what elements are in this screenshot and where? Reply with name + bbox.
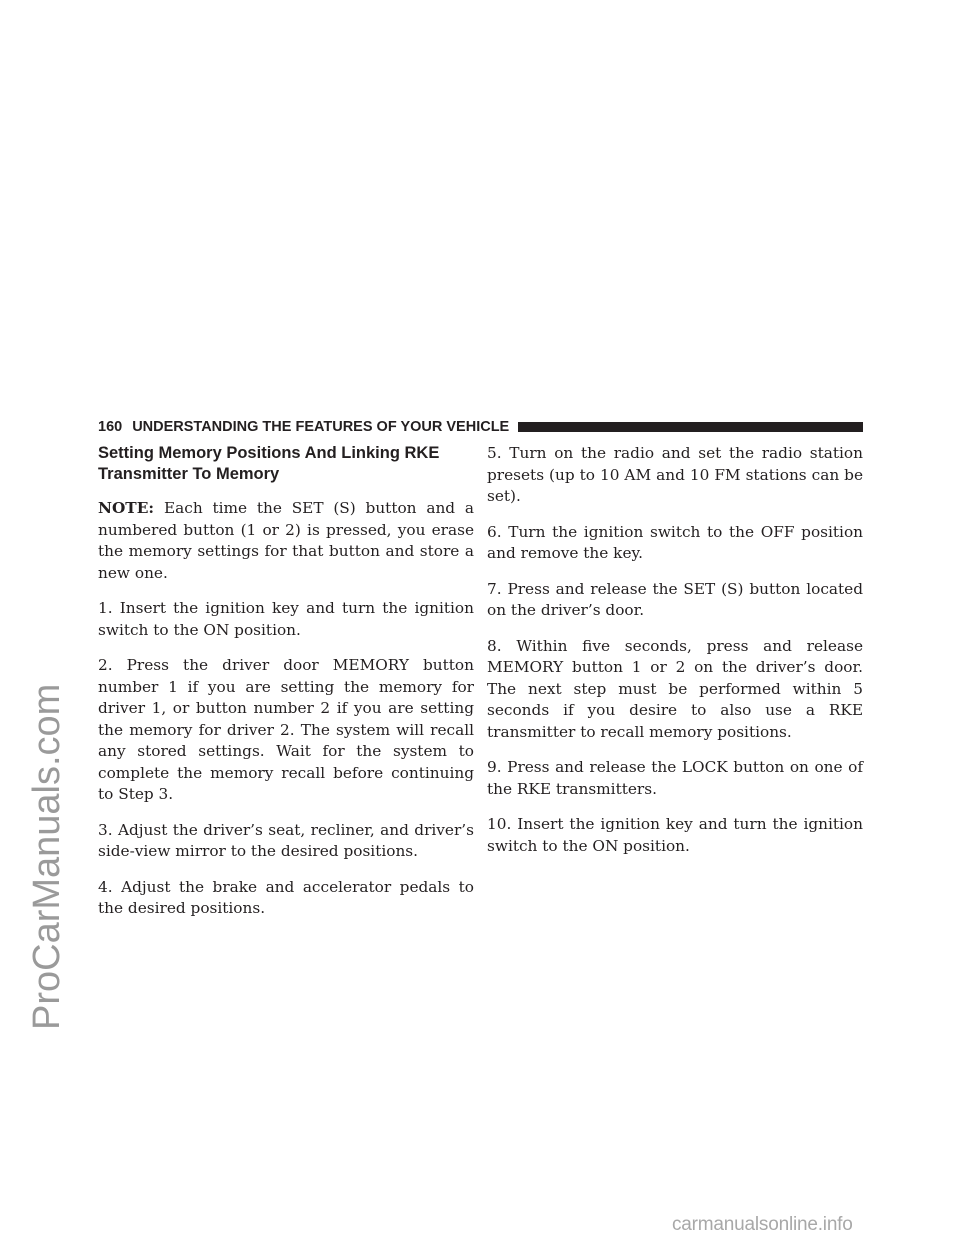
step-8: 8. Within five seconds, press and release MEMORY button 1 or 2 on the driver’s door. The next step must be performed within 5 seconds if you desire to also use a RKE transmitter to recall memory positions. [487,636,863,741]
note-label: NOTE: [98,499,154,517]
step-7: 7. Press and release the SET (S) button located on the driver’s door. [487,579,863,619]
header-rule [518,422,863,432]
step-6: 6. Turn the ignition switch to the OFF position and remove the key. [487,522,863,562]
right-column [487,443,863,871]
section-title: UNDERSTANDING THE FEATURES OF YOUR VEHICLE [132,419,510,435]
left-column [98,443,474,934]
step-1: 1. Insert the ignition key and turn the ignition switch to the ON position. [98,599,474,639]
step-4: 4. Adjust the brake and accelerator pedals to the desired positions. [98,877,474,917]
step-10: 10. Insert the ignition key and turn the ignition switch to the ON position. [487,815,863,855]
side-watermark: ProCarManuals.com [26,683,68,1030]
page-header [98,417,863,437]
step-3: 3. Adjust the driver’s seat, recliner, and driver’s side-view mirror to the desired positions. [98,820,474,860]
heading-line-1: Setting Memory Positions And Linking RKE [98,444,440,462]
step-5: 5. Turn on the radio and set the radio station presets (up to 10 AM and 10 FM stations can be set). [487,444,863,505]
page-number: 160 [98,419,123,435]
bottom-watermark: carmanualsonline.info [672,1214,853,1235]
step-9: 9. Press and release the LOCK button on one of the RKE transmitters. [487,758,863,798]
step-2: 2. Press the driver door MEMORY button number 1 if you are setting the memory for driver 1, or button number 2 if you are setting the memory for driver 2. The system will recall any stored settings. Wait for the system to complete the memory recall before continuing to Step 3. [98,656,474,803]
note-text: Each time the SET (S) button and a numbered button (1 or 2) is pressed, you erase the memory settings for that button and store a new one. [98,499,474,582]
heading-line-2: Transmitter To Memory [98,465,280,483]
section-heading [98,443,474,485]
note-paragraph [98,498,474,584]
